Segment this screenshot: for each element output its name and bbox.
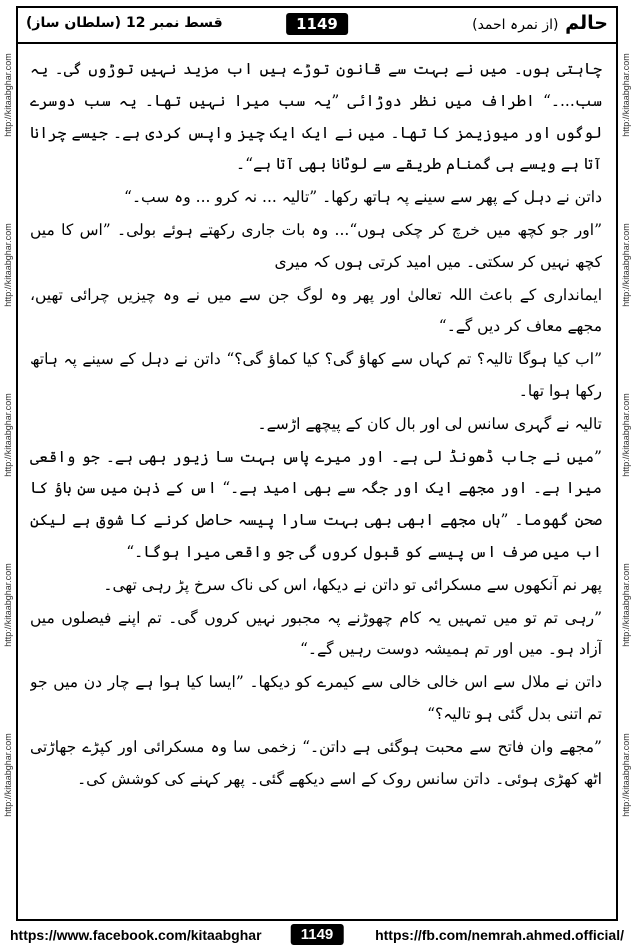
page-header <box>18 8 616 44</box>
paragraph: پھر نم آنکھوں سے مسکرائی تو داتن نے دیکھا، اس کی ناک سرخ پڑ رہی تھی۔ <box>103 575 602 594</box>
story-text <box>30 54 602 909</box>
watermark-url: http://kitaabghar.com <box>621 563 631 647</box>
right-watermark-strip <box>619 0 633 949</box>
page-footer <box>0 921 634 949</box>
watermark-url: http://kitaabghar.com <box>621 223 631 307</box>
watermark-url: http://kitaabghar.com <box>3 393 13 477</box>
paragraph: داتن نے دہل کے پھر سے سینے پہ ہاتھ رکھا۔ ”تالیہ ... نہ کرو ... وہ سب۔“ <box>124 188 602 207</box>
paragraph: ”اب کیا ہوگا تالیہ؟ تم کہاں سے کھاؤ گی؟ کیا کماؤ گی؟“ داتن نے دہل کے سینے پہ ہاتھ رکھا ہوا تھا۔ <box>30 350 602 400</box>
novel-title <box>472 12 608 34</box>
facebook-link-left[interactable]: https://www.facebook.com/kitaabghar <box>10 927 262 943</box>
episode-label: قسط نمبر 12 (سلطان ساز) <box>26 15 223 31</box>
paragraph: داتن نے ملال سے اس خالی خالی سے کیمرے کو دیکھا۔ ”ایسا کیا ہوا ہے چار دن میں جو تم اتنی بدل گئی ہو تالیہ؟“ <box>30 673 602 723</box>
left-watermark-strip <box>1 0 15 949</box>
paragraph: تالیہ نے گہری سانس لی اور بال کان کے پیچھے اڑسے۔ <box>257 414 602 433</box>
watermark-url: http://kitaabghar.com <box>621 53 631 137</box>
facebook-link-right[interactable]: https://fb.com/nemrah.ahmed.official/ <box>375 927 624 943</box>
watermark-url: http://kitaabghar.com <box>621 393 631 477</box>
paragraph: ایمانداری کے باعث اللہ تعالیٰ اور پھر وہ لوگ جن سے میں نے وہ چیزیں چرائی تھیں، مجھے معاف کر دیں گے۔“ <box>30 285 602 336</box>
author-credit: (از نمرہ احمد) <box>472 17 559 33</box>
paragraph: ”میں نے جاب ڈھونڈ لی ہے۔ اور میرے پاس بہت سا زیور بھی ہے۔ جو واقعی میرا ہے۔ اور مجھے ایک اور جگہ سے بھی امید ہے۔“ اس کے ذہن میں سن باؤ کا صحن گھوما۔ ”ہاں مجھے ابھی بھی بہت سارا پیسہ حاصل کرنے کا شوق ہے لیکن اب میں صرف اس پیسے کو قبول کروں گی جو واقعی میرا ہوگا۔“ <box>30 447 602 561</box>
paragraph: ”رہی تم تو میں تمہیں یہ کام چھوڑنے پہ مجبور نہیں کروں گی۔ تم اپنے فیصلوں میں آزاد ہو۔ میں اور تم ہمیشہ دوست رہیں گے۔“ <box>30 608 602 659</box>
header-page-number: 1149 <box>286 13 348 35</box>
watermark-url: http://kitaabghar.com <box>3 563 13 647</box>
page-frame <box>16 6 618 921</box>
watermark-url: http://kitaabghar.com <box>621 733 631 817</box>
watermark-url: http://kitaabghar.com <box>3 733 13 817</box>
watermark-url: http://kitaabghar.com <box>3 223 13 307</box>
paragraph: چاہتی ہوں۔ میں نے بہت سے قانون توڑے ہیں اب مزید نہیں توڑوں گی۔ یہ سب...۔“ اطراف میں نظر دوڑائی ”یہ سب میرا نہیں تھا۔ یہ سب دوسرے لوگوں اور میوزیمز کا تھا۔ میں نے ایک ایک چیز واپس کردی ہے۔ جیسے چرانا آتا ہے ویسے ہی گمنام طریقے سے لوٹانا بھی آتا ہے“۔ <box>30 60 602 174</box>
footer-page-number: 1149 <box>291 924 344 945</box>
paragraph: ”اور جو کچھ میں خرچ کر چکی ہوں“... وہ بات جاری رکھتے ہوئے بولی۔ ”اس کا میں کچھ نہیں کر سکتی۔ میں امید کرتی ہوں کہ میری <box>30 220 602 271</box>
paragraph: ”مجھے وان فاتح سے محبت ہوگئی ہے داتن۔“ زخمی سا وہ مسکرائی اور کپڑے جھاڑتی اٹھ کھڑی ہوئی۔ داتن سانس روک کے اسے دیکھے گئی۔ پھر کہنے کی کوشش کی۔ <box>30 737 602 788</box>
watermark-url: http://kitaabghar.com <box>3 53 13 137</box>
novel-title-text: حالم <box>565 12 608 34</box>
